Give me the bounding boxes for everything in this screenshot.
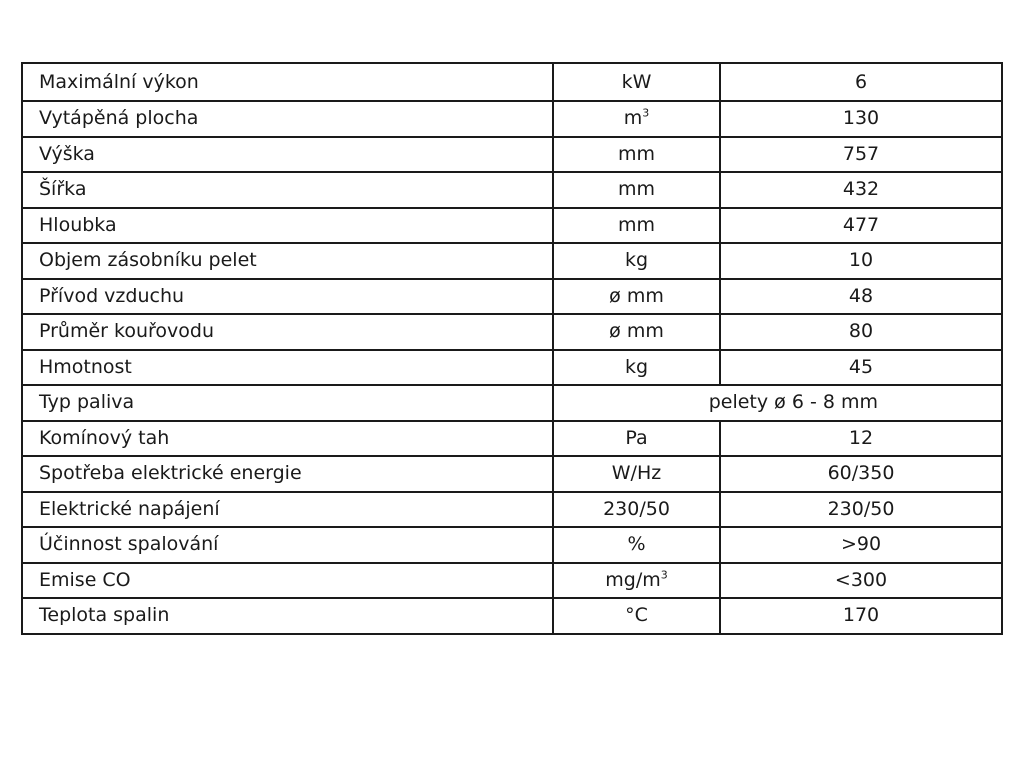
row-unit: kg [553, 350, 720, 386]
row-value: 170 [720, 598, 1002, 634]
table-row-pellet-hopper [22, 243, 1002, 279]
row-label: Teplota spalin [22, 598, 553, 634]
row-unit [553, 101, 720, 137]
row-value: 477 [720, 208, 1002, 244]
row-value: 45 [720, 350, 1002, 386]
row-unit: °C [553, 598, 720, 634]
row-label: Šířka [22, 172, 553, 208]
table-row-combustion-efficiency [22, 527, 1002, 563]
row-unit: kg [553, 243, 720, 279]
row-unit: kW [553, 63, 720, 101]
table-row-height [22, 137, 1002, 173]
row-label: Komínový tah [22, 421, 553, 457]
row-unit: mm [553, 208, 720, 244]
unit-base: m [623, 107, 643, 130]
row-value: <300 [720, 563, 1002, 599]
row-unit: ø mm [553, 279, 720, 315]
row-label: Vytápěná plocha [22, 101, 553, 137]
row-value: 48 [720, 279, 1002, 315]
row-value: >90 [720, 527, 1002, 563]
row-label: Hmotnost [22, 350, 553, 386]
table-row-max-power [22, 63, 1002, 101]
row-value: 130 [720, 101, 1002, 137]
row-value: 6 [720, 63, 1002, 101]
unit-superscript: 3 [642, 106, 650, 120]
unit-base: mg/m [605, 568, 661, 591]
table-row-power-consumption [22, 456, 1002, 492]
row-merged-value: pelety ø 6 - 8 mm [553, 385, 1002, 421]
row-value: 230/50 [720, 492, 1002, 528]
table-row-heated-area [22, 101, 1002, 137]
table-row-air-inlet [22, 279, 1002, 315]
row-unit: % [553, 527, 720, 563]
table-row-weight [22, 350, 1002, 386]
row-label: Účinnost spalování [22, 527, 553, 563]
row-label: Průměr kouřovodu [22, 314, 553, 350]
unit-superscript: 3 [660, 568, 668, 582]
table-row-fuel-type [22, 385, 1002, 421]
row-value: 432 [720, 172, 1002, 208]
row-unit [553, 563, 720, 599]
row-unit: ø mm [553, 314, 720, 350]
row-value: 12 [720, 421, 1002, 457]
table-row-depth [22, 208, 1002, 244]
row-label: Přívod vzduchu [22, 279, 553, 315]
row-unit: mm [553, 172, 720, 208]
row-unit: mm [553, 137, 720, 173]
table-row-flue-diameter [22, 314, 1002, 350]
row-label: Spotřeba elektrické energie [22, 456, 553, 492]
row-label: Objem zásobníku pelet [22, 243, 553, 279]
row-unit: Pa [553, 421, 720, 457]
row-label: Maximální výkon [22, 63, 553, 101]
table-row-power-supply [22, 492, 1002, 528]
row-label: Elektrické napájení [22, 492, 553, 528]
row-value: 80 [720, 314, 1002, 350]
row-label: Výška [22, 137, 553, 173]
row-value: 60/350 [720, 456, 1002, 492]
table-row-flue-gas-temperature [22, 598, 1002, 634]
table-row-chimney-draft [22, 421, 1002, 457]
row-value: 10 [720, 243, 1002, 279]
row-label: Emise CO [22, 563, 553, 599]
row-unit: 230/50 [553, 492, 720, 528]
row-unit: W/Hz [553, 456, 720, 492]
table-row-co-emissions [22, 563, 1002, 599]
row-label: Hloubka [22, 208, 553, 244]
spec-table [21, 62, 1003, 635]
row-label: Typ paliva [22, 385, 553, 421]
table-row-width [22, 172, 1002, 208]
row-value: 757 [720, 137, 1002, 173]
